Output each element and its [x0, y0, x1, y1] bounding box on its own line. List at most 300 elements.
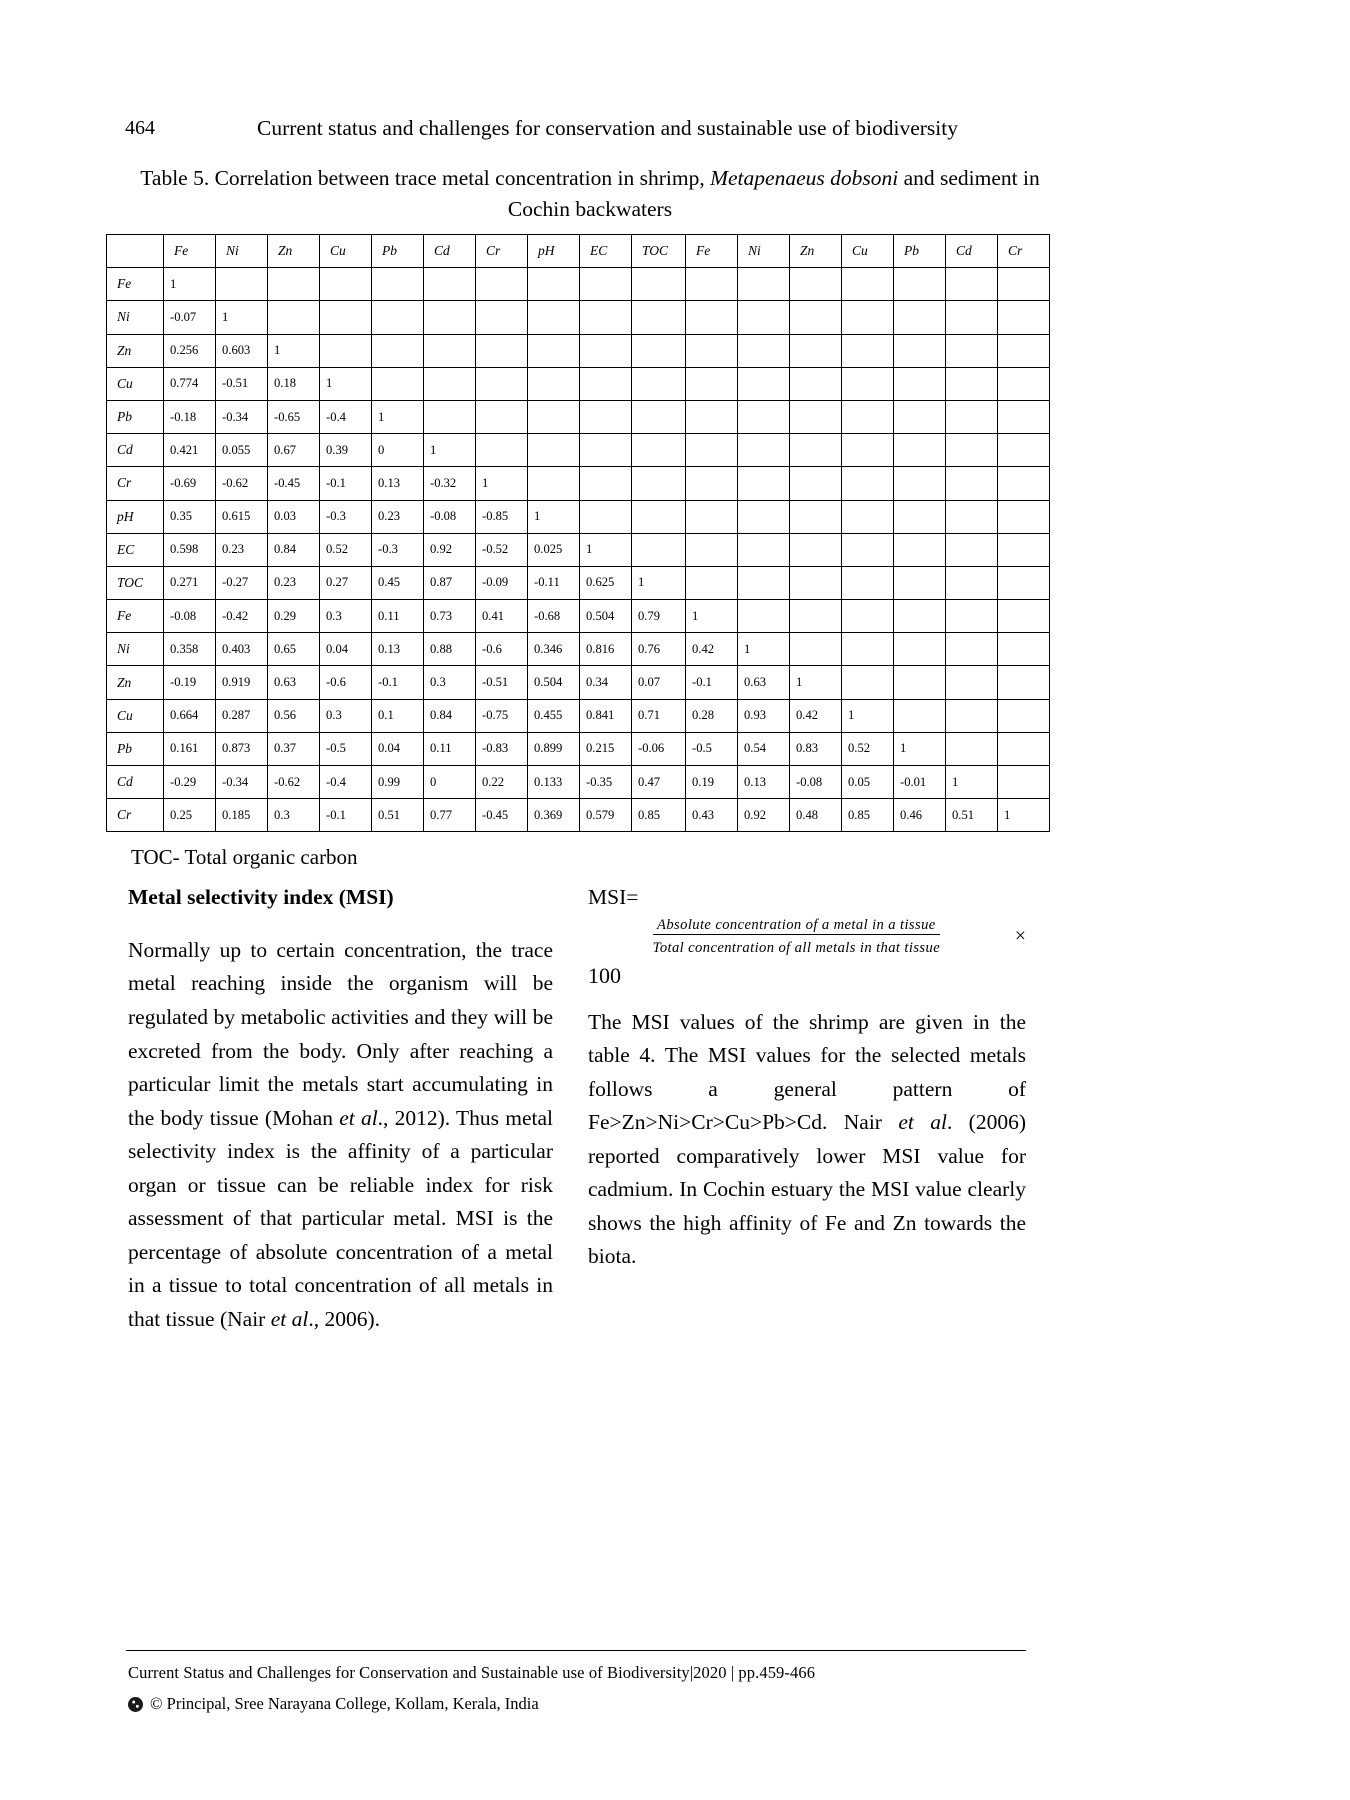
table-cell: 0.42	[686, 633, 738, 666]
table-cell: 0.774	[164, 367, 216, 400]
table-cell: 0.055	[216, 434, 268, 467]
table-cell: 0.504	[528, 666, 580, 699]
table-cell	[320, 334, 372, 367]
table-cell: 0	[424, 766, 476, 799]
table-cell	[842, 268, 894, 301]
table-cell: 0.77	[424, 799, 476, 832]
table-column-header-6: Cr	[476, 235, 528, 268]
table-cell: 0.87	[424, 566, 476, 599]
table-cell: 0.67	[268, 434, 320, 467]
footer-copyright	[128, 1694, 539, 1714]
running-head-title: Current status and challenges for conservation and sustainable use of biodiversity	[257, 116, 958, 140]
table-cell	[424, 334, 476, 367]
table-cell	[998, 434, 1050, 467]
table-cell: 0.85	[842, 799, 894, 832]
correlation-table-body	[107, 268, 1050, 832]
table-cell: -0.5	[320, 732, 372, 765]
table-cell	[842, 566, 894, 599]
table-cell: -0.06	[632, 732, 686, 765]
correlation-table-head	[107, 235, 1050, 268]
table-cell: 0.1	[372, 699, 424, 732]
table-cell	[580, 367, 632, 400]
table-row-header: Fe	[107, 600, 164, 633]
table-row	[107, 566, 1050, 599]
table-cell: 0	[372, 434, 424, 467]
msi-fraction	[588, 914, 1005, 959]
table-cell: 0.07	[632, 666, 686, 699]
table-cell: -0.65	[268, 400, 320, 433]
table-cell	[998, 766, 1050, 799]
table-column-header-4: Pb	[372, 235, 424, 268]
table-column-header-10: Fe	[686, 235, 738, 268]
table-cell	[946, 400, 998, 433]
table-row	[107, 732, 1050, 765]
table-cell: -0.45	[268, 467, 320, 500]
table-cell: 0.71	[632, 699, 686, 732]
table-cell: 0.133	[528, 766, 580, 799]
table-cell	[842, 533, 894, 566]
table-cell: -0.09	[476, 566, 528, 599]
table-column-header-12: Zn	[790, 235, 842, 268]
table-cell	[738, 600, 790, 633]
table-cell	[946, 334, 998, 367]
table-cell: -0.32	[424, 467, 476, 500]
table-cell: 0.29	[268, 600, 320, 633]
correlation-table	[106, 234, 1050, 832]
msi-fraction-denominator: Total concentration of all metals in that tissue	[652, 939, 941, 956]
table-cell	[790, 633, 842, 666]
table-cell	[580, 334, 632, 367]
table-cell: 1	[164, 268, 216, 301]
table-cell	[372, 367, 424, 400]
table-cell	[946, 533, 998, 566]
table-cell: 0.19	[686, 766, 738, 799]
table-cell	[894, 500, 946, 533]
table-cell	[632, 400, 686, 433]
table-cell: 1	[632, 566, 686, 599]
table-cell: -0.08	[790, 766, 842, 799]
table-cell	[894, 268, 946, 301]
table-cell	[632, 467, 686, 500]
table-cell	[894, 533, 946, 566]
table-cell	[998, 533, 1050, 566]
table-cell: -0.1	[320, 467, 372, 500]
table-cell: -0.4	[320, 766, 372, 799]
table-column-header-8: EC	[580, 235, 632, 268]
table-cell	[790, 533, 842, 566]
table-cell: 0.816	[580, 633, 632, 666]
table-cell: -0.08	[164, 600, 216, 633]
table-cell	[946, 699, 998, 732]
table-cell: -0.07	[164, 301, 216, 334]
table-row	[107, 268, 1050, 301]
correlation-table-container	[106, 234, 1050, 832]
table-row	[107, 799, 1050, 832]
msi-multiplier-value: 100	[588, 963, 621, 989]
table-header-row	[107, 235, 1050, 268]
table-cell: 0.603	[216, 334, 268, 367]
table-cell	[320, 301, 372, 334]
table-cell: 1	[424, 434, 476, 467]
table-cell: 0.52	[842, 732, 894, 765]
table-cell: -0.52	[476, 533, 528, 566]
left-column-paragraph	[128, 934, 553, 1336]
table-cell	[998, 367, 1050, 400]
table-cell	[686, 566, 738, 599]
table-cell: 0.455	[528, 699, 580, 732]
table-cell	[424, 367, 476, 400]
table-cell	[372, 268, 424, 301]
table-cell	[476, 367, 528, 400]
table-cell: 0.25	[164, 799, 216, 832]
table-cell	[790, 566, 842, 599]
table-cell	[842, 633, 894, 666]
table-cell	[946, 666, 998, 699]
table-cell: -0.35	[580, 766, 632, 799]
table-cell	[738, 301, 790, 334]
table-row	[107, 301, 1050, 334]
table-cell	[946, 600, 998, 633]
table-cell	[528, 301, 580, 334]
table-cell	[268, 301, 320, 334]
table-cell: 0.11	[424, 732, 476, 765]
table-cell	[632, 367, 686, 400]
table-cell: -0.34	[216, 400, 268, 433]
table-cell	[738, 367, 790, 400]
table-cell: 0.919	[216, 666, 268, 699]
table-cell: 0.215	[580, 732, 632, 765]
table-cell	[320, 268, 372, 301]
table-cell	[790, 500, 842, 533]
table-row-header: Cr	[107, 799, 164, 832]
table-cell: -0.27	[216, 566, 268, 599]
table-cell: 0.51	[946, 799, 998, 832]
table-cell: 0.85	[632, 799, 686, 832]
table-cell	[686, 367, 738, 400]
table-cell	[528, 434, 580, 467]
table-cell: -0.68	[528, 600, 580, 633]
table-cell: 0.185	[216, 799, 268, 832]
table-cell	[842, 301, 894, 334]
table-cell: 0.873	[216, 732, 268, 765]
table-cell	[998, 732, 1050, 765]
table-cell: 0.3	[320, 600, 372, 633]
table-cell: 0.23	[216, 533, 268, 566]
table-cell: -0.85	[476, 500, 528, 533]
table-cell: 0.615	[216, 500, 268, 533]
table-cell	[790, 434, 842, 467]
table-cell: 1	[738, 633, 790, 666]
table-cell	[842, 600, 894, 633]
table-row-header: Cd	[107, 434, 164, 467]
table-cell: 0.99	[372, 766, 424, 799]
table-column-header-16: Cr	[998, 235, 1050, 268]
table-cell: -0.42	[216, 600, 268, 633]
table-cell	[632, 500, 686, 533]
table-cell	[476, 400, 528, 433]
table-cell	[998, 566, 1050, 599]
table-cell	[998, 600, 1050, 633]
table-row-header: Pb	[107, 400, 164, 433]
table-cell	[686, 301, 738, 334]
table-cell: 0.369	[528, 799, 580, 832]
table-cell	[790, 268, 842, 301]
table-row	[107, 766, 1050, 799]
table-cell: 0.598	[164, 533, 216, 566]
table-cell: 1	[580, 533, 632, 566]
table-row	[107, 533, 1050, 566]
table-cell: -0.83	[476, 732, 528, 765]
table-column-header-5: Cd	[424, 235, 476, 268]
table-cell: -0.1	[372, 666, 424, 699]
table-cell	[946, 566, 998, 599]
table-cell	[998, 334, 1050, 367]
table-column-header-3: Cu	[320, 235, 372, 268]
table-cell: -0.3	[372, 533, 424, 566]
msi-fraction-numerator: Absolute concentration of a metal in a tissue	[653, 917, 940, 935]
table-cell: 0.35	[164, 500, 216, 533]
table-row	[107, 400, 1050, 433]
table-cell: -0.1	[686, 666, 738, 699]
table-cell	[528, 334, 580, 367]
table-cell: 1	[372, 400, 424, 433]
table-column-header-7: pH	[528, 235, 580, 268]
table-cell	[476, 434, 528, 467]
table-cell: 0.899	[528, 732, 580, 765]
table-cell	[686, 467, 738, 500]
table-cell	[946, 633, 998, 666]
table-cell: 1	[842, 699, 894, 732]
table-cell: 0.504	[580, 600, 632, 633]
table-cell: 0.13	[738, 766, 790, 799]
table-cell: -0.3	[320, 500, 372, 533]
table-cell: -0.5	[686, 732, 738, 765]
table-cell	[424, 268, 476, 301]
table-row-header: Fe	[107, 268, 164, 301]
table-row	[107, 334, 1050, 367]
table-cell: 0.256	[164, 334, 216, 367]
table-cell: 0.52	[320, 533, 372, 566]
table-row-header: Cr	[107, 467, 164, 500]
table-cell: -0.62	[216, 467, 268, 500]
table-cell: 0.45	[372, 566, 424, 599]
table-cell: 0.025	[528, 533, 580, 566]
table-cell	[998, 699, 1050, 732]
table-cell	[738, 467, 790, 500]
table-cell: 0.05	[842, 766, 894, 799]
table-cell	[580, 467, 632, 500]
table-cell: 0.03	[268, 500, 320, 533]
table-cell: 0.84	[268, 533, 320, 566]
table-cell	[580, 400, 632, 433]
table-row	[107, 600, 1050, 633]
table-cell	[476, 268, 528, 301]
table-cell	[894, 301, 946, 334]
table-cell	[738, 400, 790, 433]
table-cell: -0.18	[164, 400, 216, 433]
table-cell	[686, 434, 738, 467]
table-cell	[998, 666, 1050, 699]
table-row-header: Pb	[107, 732, 164, 765]
table-cell: 0.403	[216, 633, 268, 666]
table-cell: 0.54	[738, 732, 790, 765]
table-cell	[998, 500, 1050, 533]
right-text-column	[588, 882, 1026, 1292]
table-cell	[842, 334, 894, 367]
table-row-header: EC	[107, 533, 164, 566]
table-row	[107, 434, 1050, 467]
table-column-header-1: Ni	[216, 235, 268, 268]
table-cell	[894, 400, 946, 433]
table-cell: 1	[894, 732, 946, 765]
page-number: 464	[125, 117, 155, 139]
table-row	[107, 699, 1050, 732]
table-cell: 0.271	[164, 566, 216, 599]
table-cell	[998, 400, 1050, 433]
table-cell	[528, 467, 580, 500]
table-cell: 1	[998, 799, 1050, 832]
table-cell	[790, 400, 842, 433]
table-cell: 0.46	[894, 799, 946, 832]
table-cell	[894, 666, 946, 699]
msi-formula	[588, 914, 1026, 959]
table-cell: 0.56	[268, 699, 320, 732]
table-cell	[894, 633, 946, 666]
table-row-header: Zn	[107, 666, 164, 699]
left-par-italic2: et al	[270, 1306, 309, 1331]
table-cell	[894, 434, 946, 467]
table-cell	[894, 600, 946, 633]
table-cell: 0.421	[164, 434, 216, 467]
table-cell: 1	[528, 500, 580, 533]
table-cell	[580, 268, 632, 301]
table-cell	[580, 434, 632, 467]
table-cell	[790, 334, 842, 367]
table-column-header-14: Pb	[894, 235, 946, 268]
table-cell: 0.48	[790, 799, 842, 832]
right-par-part1: The MSI values of the shrimp are given in the table 4. The MSI values for the selected metals follows a general pattern of Fe>Zn>Ni>Cr>Cu>Pb>Cd. Nair	[588, 1009, 1026, 1135]
table-cell	[580, 301, 632, 334]
table-cell	[842, 500, 894, 533]
multiplication-sign: ×	[1014, 925, 1026, 948]
table-cell	[998, 268, 1050, 301]
table-cell: -0.08	[424, 500, 476, 533]
right-column-paragraph	[588, 1006, 1026, 1274]
footer-copyright-text: © Principal, Sree Narayana College, Kollam, Kerala, India	[150, 1694, 539, 1713]
table-cell	[528, 367, 580, 400]
table-cell	[216, 268, 268, 301]
table-cell	[998, 633, 1050, 666]
table-row-header: Cd	[107, 766, 164, 799]
table-cell: 0.28	[686, 699, 738, 732]
table-cell: 0.41	[476, 600, 528, 633]
table-corner-cell	[107, 235, 164, 268]
table-cell: 1	[686, 600, 738, 633]
table-row-header: Ni	[107, 301, 164, 334]
table-cell: 0.23	[268, 566, 320, 599]
table-cell	[686, 500, 738, 533]
table-cell	[632, 334, 686, 367]
table-cell: 0.42	[790, 699, 842, 732]
table-cell	[842, 467, 894, 500]
table-cell	[790, 600, 842, 633]
right-par-italic1: et al	[898, 1110, 947, 1135]
table-cell: 0.27	[320, 566, 372, 599]
table-row-header: Cu	[107, 699, 164, 732]
table-cell	[842, 367, 894, 400]
table-caption-suffix: and sediment in Cochin backwaters	[507, 166, 1040, 221]
table-cell	[946, 301, 998, 334]
table-cell	[998, 301, 1050, 334]
table-cell	[946, 268, 998, 301]
table-cell: -0.62	[268, 766, 320, 799]
table-cell: 0.18	[268, 367, 320, 400]
table-cell: 0.65	[268, 633, 320, 666]
table-cell: 0.76	[632, 633, 686, 666]
table-cell	[632, 533, 686, 566]
table-cell: 0.63	[268, 666, 320, 699]
table-cell: 0.88	[424, 633, 476, 666]
table-cell: 0.37	[268, 732, 320, 765]
table-cell: -0.19	[164, 666, 216, 699]
table-cell	[632, 301, 686, 334]
left-par-part2: ., 2012). Thus metal selectivity index is the affinity of a particular organ or tissue can be reliable index for risk assessment of that particular metal. MSI is the percentage of absolute concentration of a metal in a tissue to total concentration of all metals in that tissue (Nair	[128, 1105, 553, 1331]
table-cell	[686, 400, 738, 433]
table-cell: 1	[320, 367, 372, 400]
table-cell	[790, 301, 842, 334]
msi-equation-label: MSI=	[588, 885, 639, 909]
table-cell: 0.93	[738, 699, 790, 732]
table-cell	[476, 334, 528, 367]
table-cell	[686, 268, 738, 301]
table-cell	[738, 268, 790, 301]
table-cell	[738, 533, 790, 566]
table-column-header-2: Zn	[268, 235, 320, 268]
section-heading-msi: Metal selectivity index (MSI)	[128, 885, 394, 909]
table-cell: 1	[216, 301, 268, 334]
table-cell: 0.625	[580, 566, 632, 599]
table-cell: -0.69	[164, 467, 216, 500]
table-cell: -0.29	[164, 766, 216, 799]
table-column-header-0: Fe	[164, 235, 216, 268]
table-row-header: Zn	[107, 334, 164, 367]
table-cell: 1	[476, 467, 528, 500]
table-column-header-11: Ni	[738, 235, 790, 268]
table-caption-prefix: Table 5. Correlation between trace metal concentration in shrimp,	[140, 166, 711, 190]
table-cell: -0.4	[320, 400, 372, 433]
table-row	[107, 666, 1050, 699]
table-cell	[842, 400, 894, 433]
table-cell	[476, 301, 528, 334]
table-cell: 0.358	[164, 633, 216, 666]
table-cell: 0.92	[738, 799, 790, 832]
table-column-header-13: Cu	[842, 235, 894, 268]
table-cell	[372, 301, 424, 334]
table-cell: 0.11	[372, 600, 424, 633]
left-par-part3: ., 2006).	[308, 1306, 380, 1331]
table-cell: -0.75	[476, 699, 528, 732]
table-cell: -0.11	[528, 566, 580, 599]
footer-divider	[126, 1650, 1026, 1651]
table-cell	[842, 434, 894, 467]
table-cell: -0.6	[320, 666, 372, 699]
table-column-header-15: Cd	[946, 235, 998, 268]
table-cell: -0.1	[320, 799, 372, 832]
table-cell: -0.34	[216, 766, 268, 799]
table-cell	[738, 566, 790, 599]
table-cell: -0.01	[894, 766, 946, 799]
table-row-header: TOC	[107, 566, 164, 599]
